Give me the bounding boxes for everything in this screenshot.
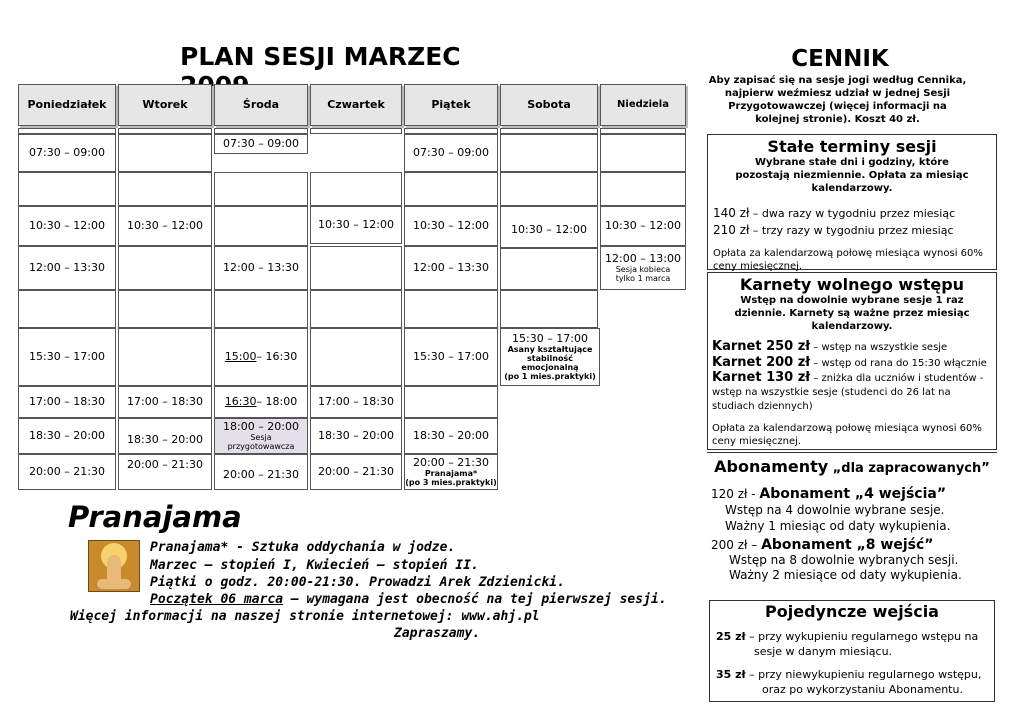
entry-desc: oraz po wykorzystaniu Abonamentu.	[762, 683, 963, 696]
sub-desc: Ważny 2 miesiące od daty wykupienia.	[729, 568, 962, 582]
price-amount: 140 zł	[713, 206, 750, 220]
price-line	[708, 205, 996, 222]
empty-cell	[18, 172, 116, 206]
pranajama-line: Marzec – stopień I, Kwiecień – stopień II.	[150, 558, 479, 573]
day-header: Środa	[214, 84, 308, 126]
empty-cell	[18, 290, 116, 328]
website-line: Więcej informacji na naszej stronie internetowej: www.ahj.pl	[70, 609, 540, 624]
entry-desc: – przy wykupieniu regularnego wstępu na	[745, 630, 979, 643]
session-cell: 18:30 – 20:00	[118, 418, 212, 454]
session-start: 16:30	[224, 395, 257, 408]
session-cell: 12:00 – 13:30	[18, 246, 116, 290]
subscription-line	[711, 538, 997, 553]
sub-desc: Wstęp na 8 dowolnie wybranych sesji.	[729, 553, 959, 567]
sub-name: Abonament „8 wejść”	[761, 537, 934, 553]
pricing-title: CENNIK	[791, 46, 889, 72]
day-header: Niedziela	[600, 84, 686, 126]
pass-desc: – wstęp na wszystkie sesje	[810, 342, 948, 353]
session-note: przygotowawcza	[227, 442, 295, 451]
sub-price: 120 zł -	[711, 487, 760, 501]
empty-cell	[214, 290, 308, 328]
subscription-line	[711, 486, 997, 502]
pranajama-line: Piątki o godz. 20:00-21:30. Prowadzi Arek Zdzienicki.	[150, 575, 565, 590]
session-cell: 07:30 – 09:00	[404, 134, 498, 172]
schedule-title: PLAN SESJI MARZEC	[180, 42, 461, 71]
session-cell: 10:30 – 12:00	[600, 206, 686, 246]
day-header: Czwartek	[310, 84, 402, 126]
session-cell: 18:30 – 20:00	[310, 418, 402, 454]
session-cell: 10:30 – 12:00	[18, 206, 116, 246]
pass-line	[712, 371, 996, 414]
pass-desc: – wstęp od rana do 15:30 włącznie	[810, 358, 987, 369]
subscriptions-box	[707, 452, 997, 598]
empty-cell	[310, 290, 402, 328]
yoga-figure-image	[88, 540, 140, 592]
subscription-4	[707, 486, 997, 534]
day-header: Wtorek	[118, 84, 212, 126]
box-title: Stałe terminy sesji	[767, 137, 937, 156]
empty-cell	[310, 328, 402, 386]
session-cell: 10:30 – 12:00	[500, 206, 598, 248]
session-cell: 17:00 – 18:30	[18, 386, 116, 418]
session-note: Asany kształtujące	[507, 345, 593, 354]
entry-price: 25 zł	[716, 630, 746, 643]
single-entry-line	[710, 667, 994, 697]
session-cell: 18:30 – 20:00	[18, 418, 116, 454]
single-entry-line	[710, 629, 994, 659]
empty-cell	[500, 248, 598, 290]
day-header: Sobota	[500, 84, 598, 126]
pranajama-line: Pranajama* - Sztuka oddychania w jodze.	[150, 540, 456, 555]
price-desc: – trzy razy w tygodniu przez miesiąc	[749, 224, 954, 237]
empty-cell	[404, 290, 498, 328]
empty-cell	[118, 290, 212, 328]
session-time: 12:00 – 13:00	[605, 252, 681, 265]
day-header: Poniedziałek	[18, 84, 116, 126]
session-cell: 10:30 – 12:00	[310, 206, 402, 244]
entry-line	[716, 667, 994, 682]
price-note: Opłata za kalendarzową połowę miesiąca wynosi 60% ceny miesięcznej.	[713, 248, 983, 272]
session-cell: 20:00 – 21:30	[310, 454, 402, 490]
session-cell: 12:00 – 13:30	[214, 246, 308, 290]
empty-cell	[310, 172, 402, 206]
sub-name: Abonament „4 wejścia”	[759, 486, 947, 502]
session-cell: 12:00 – 13:30	[404, 246, 498, 290]
figure-legs-shape	[97, 579, 131, 589]
session-cell	[214, 328, 308, 386]
session-time: 20:00 – 21:30	[413, 456, 489, 469]
empty-cell	[404, 386, 498, 418]
session-cell: 20:00 – 21:30	[118, 454, 212, 490]
box-subtitle: Wstęp na dowolnie wybrane sesje 1 raz dziennie. Karnety są ważne przez miesiąc kalendarzowy.	[734, 295, 970, 332]
session-cell: 20:00 – 21:30	[214, 454, 308, 490]
empty-cell	[118, 172, 212, 206]
price-amount: 210 zł	[713, 223, 750, 237]
session-cell-women	[600, 246, 686, 290]
session-note: (po 3 mies.praktyki)	[405, 478, 497, 487]
session-time: 15:30 – 17:00	[512, 332, 588, 345]
session-note: stabilność emocjonalną	[521, 354, 579, 372]
entry-price: 35 zł	[716, 668, 746, 681]
empty-cell	[500, 172, 598, 206]
session-note: Sesja	[250, 433, 272, 442]
box-title	[707, 457, 997, 476]
passes-box	[707, 272, 997, 450]
price-note: Opłata za kalendarzową połowę miesiąca wynosi 60% ceny miesięcznej.	[712, 423, 982, 447]
session-cell: 07:30 – 09:00	[18, 134, 116, 172]
pranajama-line	[150, 592, 667, 607]
price-line	[708, 222, 996, 239]
empty-cell	[600, 172, 686, 206]
session-cell-pranajama	[404, 454, 498, 490]
session-cell: 15:30 – 17:00	[18, 328, 116, 386]
day-header: Piątek	[404, 84, 498, 126]
session-time: 18:00 – 20:00	[223, 420, 299, 433]
box-title: Pojedyncze wejścia	[765, 602, 939, 621]
box-title: Karnety wolnego wstępu	[739, 275, 965, 294]
entry-desc: sesje w danym miesiącu.	[754, 645, 893, 658]
pass-name: Karnet 130 zł	[712, 370, 811, 385]
empty-cell	[214, 206, 308, 246]
entry-line	[716, 629, 994, 644]
pass-line	[712, 355, 996, 371]
session-cell: 10:30 – 12:00	[404, 206, 498, 246]
sub-price: 200 zł –	[711, 538, 762, 552]
session-start: 15:00	[224, 350, 257, 363]
session-cell: 10:30 – 12:00	[118, 206, 212, 246]
session-cell: 15:30 – 17:00	[404, 328, 498, 386]
empty-cell	[404, 172, 498, 206]
empty-cell	[310, 246, 402, 290]
session-note: (po 1 mies.praktyki)	[504, 372, 596, 381]
price-desc: – dwa razy w tygodniu przez miesiąc	[749, 207, 956, 220]
entry-desc: – przy niewykupieniu regularnego wstępu,	[745, 668, 982, 681]
empty-cell	[500, 134, 598, 172]
session-note: Pranajama*	[424, 469, 478, 478]
session-cell: 07:30 – 09:00	[214, 134, 308, 154]
session-end: – 18:00	[256, 395, 298, 408]
session-cell: 17:00 – 18:30	[118, 386, 212, 418]
session-cell: 20:00 – 21:30	[18, 454, 116, 490]
subscription-8	[707, 538, 997, 583]
empty-cell	[600, 134, 686, 172]
fixed-sessions-box	[707, 134, 997, 270]
spacer-cell	[310, 128, 402, 134]
pricing-intro: Aby zapisać się na sesje jogi według Cennika, najpierw weźmiesz udział w jednej Sesji Przygotowawczej (więcej informacji na kolejnej stronie). Koszt 40 zł.	[708, 75, 967, 125]
empty-cell	[500, 290, 598, 328]
sub-desc: Ważny 1 miesiąc od daty wykupienia.	[725, 519, 951, 533]
start-date: Początek 06 marca	[150, 592, 284, 607]
session-cell: 18:30 – 20:00	[404, 418, 498, 454]
session-cell-prep	[214, 418, 308, 454]
box-title-sub: „dla zapracowanych”	[828, 461, 990, 476]
empty-cell	[118, 134, 212, 172]
pranajama-title: Pranajama	[68, 500, 242, 534]
invitation-line: Zapraszamy.	[394, 626, 481, 641]
pass-name: Karnet 200 zł	[712, 355, 811, 370]
session-note: Sesja kobieca	[615, 265, 671, 274]
session-cell-asany	[500, 328, 600, 386]
pass-desc: – zniżka dla uczniów i studentów - wstęp na wszystkie sesje (studenci do 26 lat na studiach dziennych)	[712, 373, 984, 412]
session-end: – 16:30	[256, 350, 298, 363]
session-cell	[214, 386, 308, 418]
sub-desc: Wstęp na 4 dowolnie wybrane sesje.	[725, 503, 945, 517]
empty-cell	[118, 328, 212, 386]
single-entry-box	[709, 600, 995, 702]
box-title-main: Abonamenty	[714, 457, 829, 476]
pass-name: Karnet 250 zł	[712, 339, 811, 354]
pass-line	[712, 339, 996, 355]
empty-cell	[214, 172, 308, 206]
session-note: tylko 1 marca	[615, 274, 671, 283]
box-subtitle: Wybrane stałe dni i godziny, które pozostają niezmiennie. Opłata za miesiąc kalendarzowy.	[735, 157, 969, 194]
start-note: – wymagana jest obecność na tej pierwszej sesji.	[283, 592, 667, 607]
pass-list	[708, 339, 996, 414]
empty-cell	[118, 246, 212, 290]
session-cell: 17:00 – 18:30	[310, 386, 402, 418]
